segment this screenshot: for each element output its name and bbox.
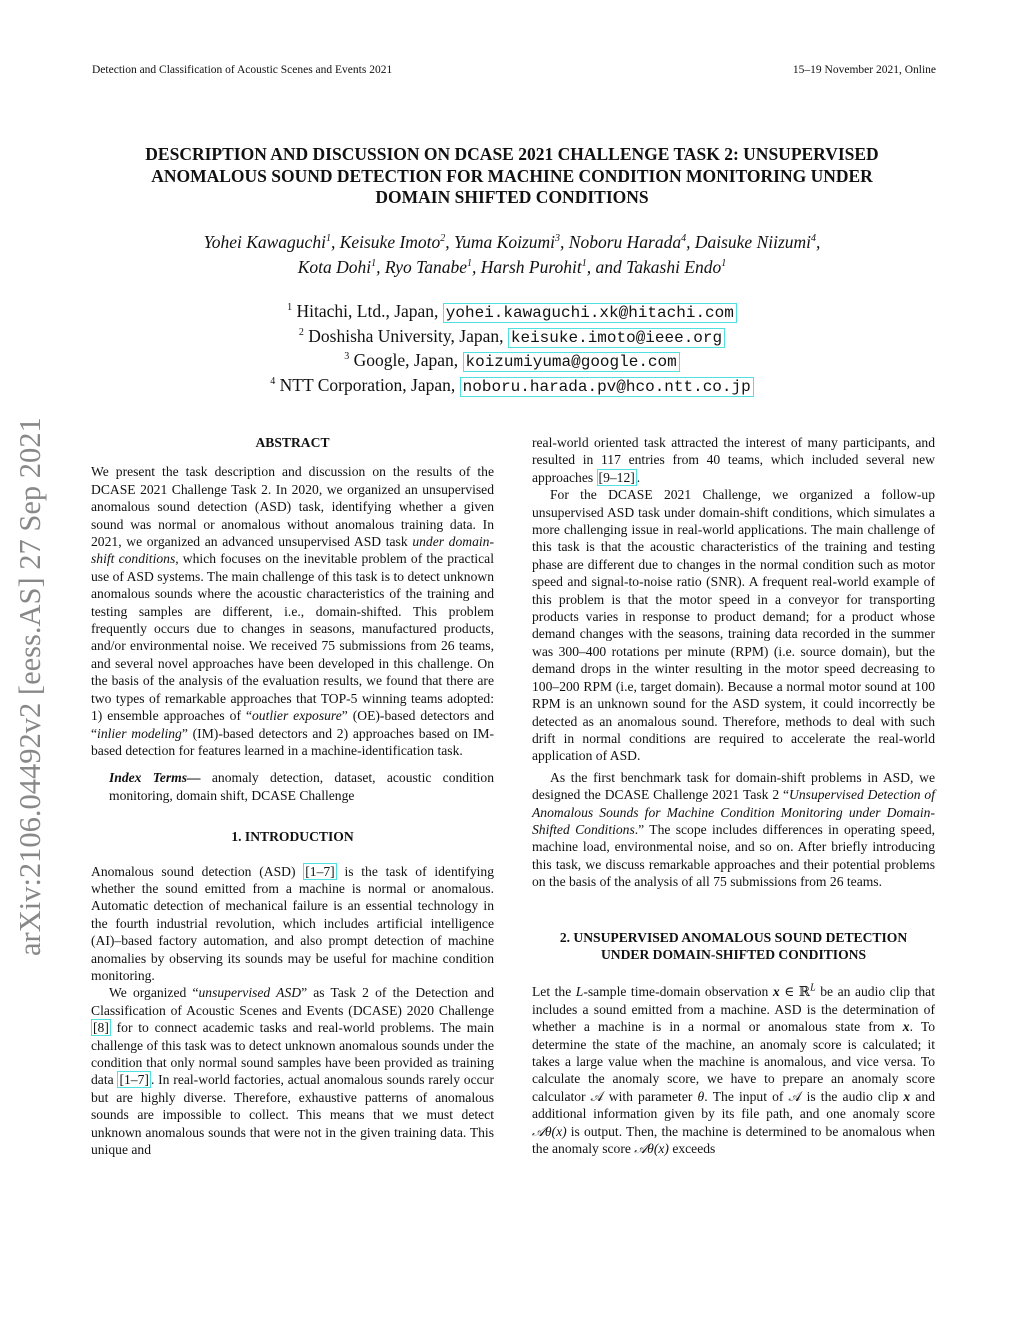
affiliation: $^3$ Google, Japan, koizumiyuma@google.com [60,349,964,374]
author-name: Kota Dohi [297,257,372,277]
running-header-left: Detection and Classification of Acoustic Scenes and Events 2021 [92,64,393,76]
title-line-2: ANOMALOUS SOUND DETECTION FOR MACHINE CONDITION MONITORING UNDER [151,165,873,186]
affiliation: $^2$ Doshisha University, Japan, keisuke.imoto@ieee.org [60,325,964,350]
right-column [532,434,935,1157]
author-name: Yohei Kawaguchi [203,232,326,252]
affiliation: $^4$ NTT Corporation, Japan, noboru.harada.pv@hco.ntt.co.jp [60,374,964,399]
citation-link[interactable]: [1–7] [305,863,335,879]
author-name: Ryo Tanabe [384,257,468,277]
author-name: Keisuke Imoto [339,232,441,252]
email-link[interactable]: keisuke.imoto@ieee.org [508,328,725,348]
affiliation-list [60,300,964,398]
affiliation: $^1$ Hitachi, Ltd., Japan, yohei.kawaguchi.xk@hitachi.com [60,300,964,325]
title-line-1: DESCRIPTION AND DISCUSSION ON DCASE 2021 CHALLENGE TASK 2: UNSUPERVISED [145,144,879,164]
author-name: Yuma Koizumi [454,232,556,252]
abstract-text: We present the task description and discussion on the results of the DCASE 2021 Challenge Task 2. In 2020, we organized an unsupervised anomalous sound detection (ASD) task, identifying whether a given sound was normal or anomalous without anomalous training data. In 2021, we organized an advanced unsupervised ASD task under domain-shift conditions, which focuses on the inevitable problem of the practical use of ASD systems. The main challenge of this task is to detect unknown anomalous sounds where the acoustic characteristics of the training and testing samples are different, i.e., domain-shifted. This problem frequently occurs due to changes in seasons, manufactured products, and/or environmental noise. We received 75 submissions from 26 teams, and several novel approaches have been developed in this challenge. On the basis of the analysis of the evaluation results, we found that there are two types of remarkable approaches that TOP-5 winning teams adopted: 1) ensemble approaches of “outlier exposure” (OE)-based detectors and “inlier modeling” (IM)-based detectors and 2) approaches based on IM-based detection for features learned in a machine-identification task. [91,464,495,758]
abstract-heading: ABSTRACT [255,435,330,450]
author-list: Yohei Kawaguchi$^1$, Keisuke Imoto$^2$, Yuma Koizumi$^3$, Noboru Harada$^4$, Daisuke Niizumi$^4$, Kota Dohi$^1$, Ryo Tanabe$^1$, Harsh Purohit$^1$, and Takashi Endo$^1$ [203,232,821,277]
citation-link[interactable]: [1–7] [119,1072,149,1088]
index-terms: Index Terms— anomaly detection, dataset, acoustic condition monitoring, domain shift, DCASE Challenge [109,770,495,803]
left-column [91,434,494,1158]
intro-paragraph: Anomalous sound detection (ASD) [1–7] is the task of identifying whether the sound emitted from a machine is normal or anomalous. Automatic detection of mechanical failure is an essential technology in the fourth industrial revolution, which includes artificial intelligence (AI)–based factory automation, and also prompt detection of machine anomalies by observing its sounds may be useful for machine condition monitoring. [91,863,495,983]
citation-link[interactable]: [9–12] [598,469,635,485]
body-paragraph: As the first benchmark task for domain-shift problems in ASD, we designed the DCASE Challenge 2021 Task 2 “Unsupervised Detection of Anomalous Sounds for Machine Condition Monitoring under Domain-Shifted Conditions.” The scope includes differences in operating speed, machine load, environmental noise, and so on. After briefly introducing this task, we discuss remarkable approaches and their potential problems on the basis of the analysis of all 75 submissions from 26 teams. [532,769,936,890]
author-name: Harsh Purohit [480,257,582,277]
title-line-3: DOMAIN SHIFTED CONDITIONS [375,187,649,207]
citation-link[interactable]: [8] [93,1020,109,1036]
section-2-heading: 2. UNSUPERVISED ANOMALOUS SOUND DETECTION UNDER DOMAIN-SHIFTED CONDITIONS [559,929,908,962]
arxiv-stamp: arXiv:2106.04492v2 [eess.AS] 27 Sep 2021 [13,417,47,956]
body-paragraph: Let the L-sample time-domain observation x ∈ ℝ$^L$ be an audio clip that includes a sound emitted from a machine. ASD is the determination of whether a machine is in a normal or anomalous state from x. To determine the state of the machine, an anomaly score is calculated; it takes a large value when the machine is anomalous, and vice versa. To calculate the anomaly score, we have to prepare an anomaly score calculator 𝒜 with parameter θ. The input of 𝒜 is the audio clip x and additional information given by its file path, and one anomaly score 𝒜θ(x) is output. Then, the machine is determined to be anomalous when the anomaly score 𝒜θ(x) exceeds [532,982,935,1157]
paper-title [60,144,964,209]
email-link[interactable]: noboru.harada.pv@hco.ntt.co.jp [460,377,754,397]
author-name: Takashi Endo [626,257,722,277]
intro-paragraph: We organized “unsupervised ASD” as Task 2 of the Detection and Classification of Acoustic Scenes and Events (DCASE) 2020 Challenge [8] for to connect academic tasks and real-world problems. The main challenge of this task was to detect unknown anomalous sounds under the condition that only normal sound samples have been provided as training data [1–7] . In real-world factories, actual anomalous sounds rarely occur but are highly diverse. Therefore, exhaustive patterns of anomalous sounds are impossible to collect. This means that we must detect unknown anomalous sounds that were not in the given training data. This unique and [91,985,494,1158]
author-name: Daisuke Niizumi [694,232,812,252]
body-paragraph: real-world oriented task attracted the interest of many participants, and resulted in 117 entries from 40 teams, which included several new approaches [9–12] . [532,435,935,485]
email-link[interactable]: yohei.kawaguchi.xk@hitachi.com [443,303,737,323]
email-link[interactable]: koizumiyuma@google.com [463,352,680,372]
author-name: Noboru Harada [568,232,682,252]
intro-heading: 1. INTRODUCTION [231,829,354,845]
body-paragraph: For the DCASE 2021 Challenge, we organized a follow-up unsupervised ASD task under domain-shift conditions, which simulates a more challenging issue in real-world applications. The main challenge of this task is that the acoustic characteristics of the training and testing phase are different due to changes in the normal condition such as motor speed and signal-to-noise ratio (SNR). A frequent real-world example of this problem is that the motor speed in a conveyor for transporting products varies in response to product demand; for a product whose demand changes with the seasons, training data recorded in the summer was 300–400 rotations per minute (RPM) (i.e. source domain), but the demand drops in the winter resulting in the motor speed decreasing to 100–200 RPM (i.e, target domain). Because a normal motor sound at 100 RPM is an unknown sound for the ASD system, it could incorrectly be detected as an anomalous sound. Therefore, methods to deal with such drift in normal conditions are required to accelerate the real-world application of ASD. [532,487,935,764]
running-header-right: 15–19 November 2021, Online [792,64,936,76]
